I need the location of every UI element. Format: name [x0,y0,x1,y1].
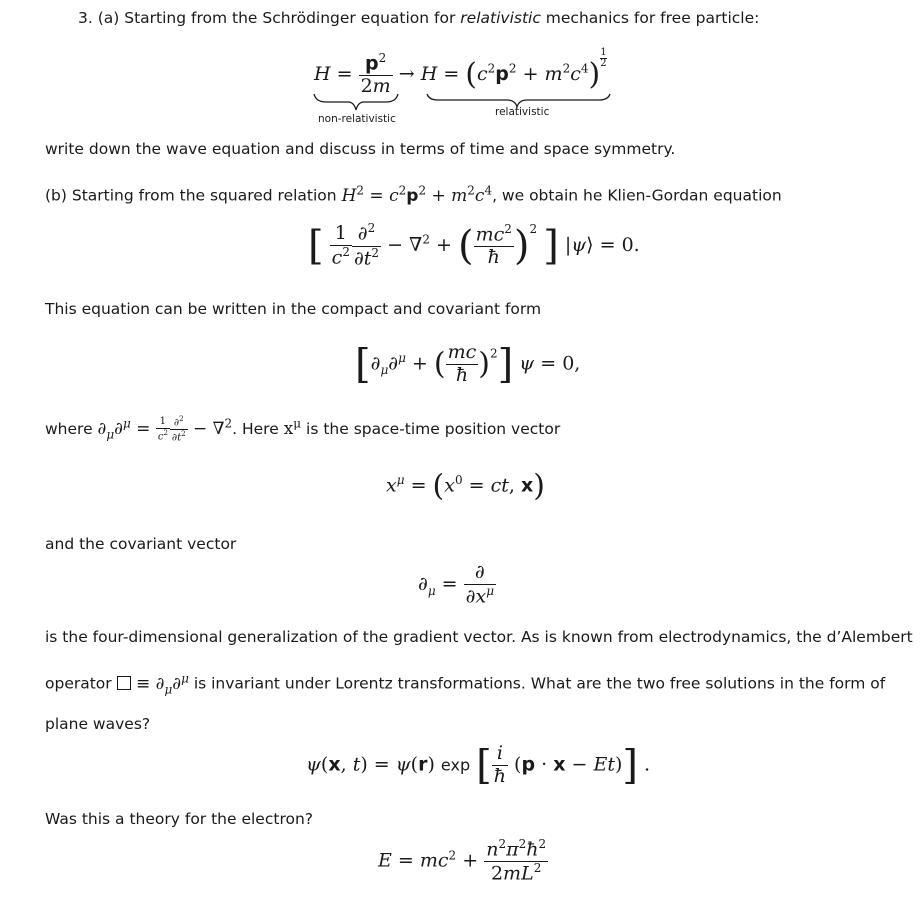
covariant-equation: [$\partial_\mu\partial^\mu$ + ( $\frac{mc}{ħ}$ )$^2$] ψ = 0, [355,341,581,388]
where-end: is the space-time position vector [306,419,561,438]
covariant-derivative-equation: $\partial_\mu$ = $\frac{\partial}{\partial x^\mu}$ [418,561,494,608]
gradient-text: is the four-dimensional generalization of the gradient vector. As is known from electrodynamics, the d’Alembert [45,628,913,646]
part-a-prefix: (a) Starting from the Schrödinger equation for [97,9,456,27]
part-b-suffix: , we obtain he Klien-Gordan equation [492,186,782,205]
plane-waves-text: plane waves? [45,715,151,733]
hamiltonian-equation: H = $\frac{p^2}{2m}$ → $H = (c^2p^2 + m^2c^4)$ $\frac{1}{2}$ [314,47,607,98]
operator-suffix: is invariant under Lorentz transformations. What are the two free solutions in the form of [193,674,886,693]
where-suffix: . Here [232,419,279,438]
part-b-line: (b) Starting from the squared relation $H^2 = c^2p^2 + m^2c^4$, we obtain he Klien-Gordan equation [45,183,782,206]
label-nonrelativistic: non-relativistic [318,113,396,125]
part-a-task: write down the wave equation and discuss in terms of time and space symmetry. [45,140,676,158]
where-line: where $\partial_\mu\partial^\mu$ = $\frac{1}{c^2}$ $\frac{\partial^2}{\partial t^2}$ − ∇$^2$. Here $x^\mu$ is the space-time position vector [45,415,561,444]
dalembert-box-icon [117,676,131,690]
covariant-vector-text: and the covariant vector [45,535,237,553]
operator-line: operator ≡ $\partial_\mu\partial^\mu$ is invariant under Lorentz transformations. What are the two free solutions in the form of [45,671,886,697]
part-b-prefix: (b) Starting from the squared relation [45,186,337,205]
plane-wave-equation: ψ(x, t) = ψ(r) exp [ $\frac{i}{ħ}$ (p · x − Et)] . [306,742,651,789]
covariant-intro: This equation can be written in the compact and covariant form [45,300,542,318]
part-a-italic: relativistic [460,9,541,27]
part-a-suffix: mechanics for free particle: [545,9,760,27]
energy-equation: $E = mc^2$ + $\frac{n^2\pi^2ħ^2}{2mL^2}$ [378,837,547,885]
problem-number: 3. [78,9,93,27]
position-vector-equation: $x^\mu = (x^0$ = ct, x) [386,468,545,504]
brace-graphics [312,92,612,114]
label-relativistic: relativistic [495,106,550,118]
klein-gordon-equation: [ $\frac{1}{c^2}$ $\frac{\partial^2}{\partial t^2}$ − ∇$^2$ + ( $\frac{mc^2}{ħ}$ )$^2$ ] |ψ⟩ = 0. [308,221,640,269]
operator-prefix: operator [45,674,112,693]
where-prefix: where [45,419,93,438]
electron-question: Was this a theory for the electron? [45,810,314,828]
problem-header [78,9,759,27]
